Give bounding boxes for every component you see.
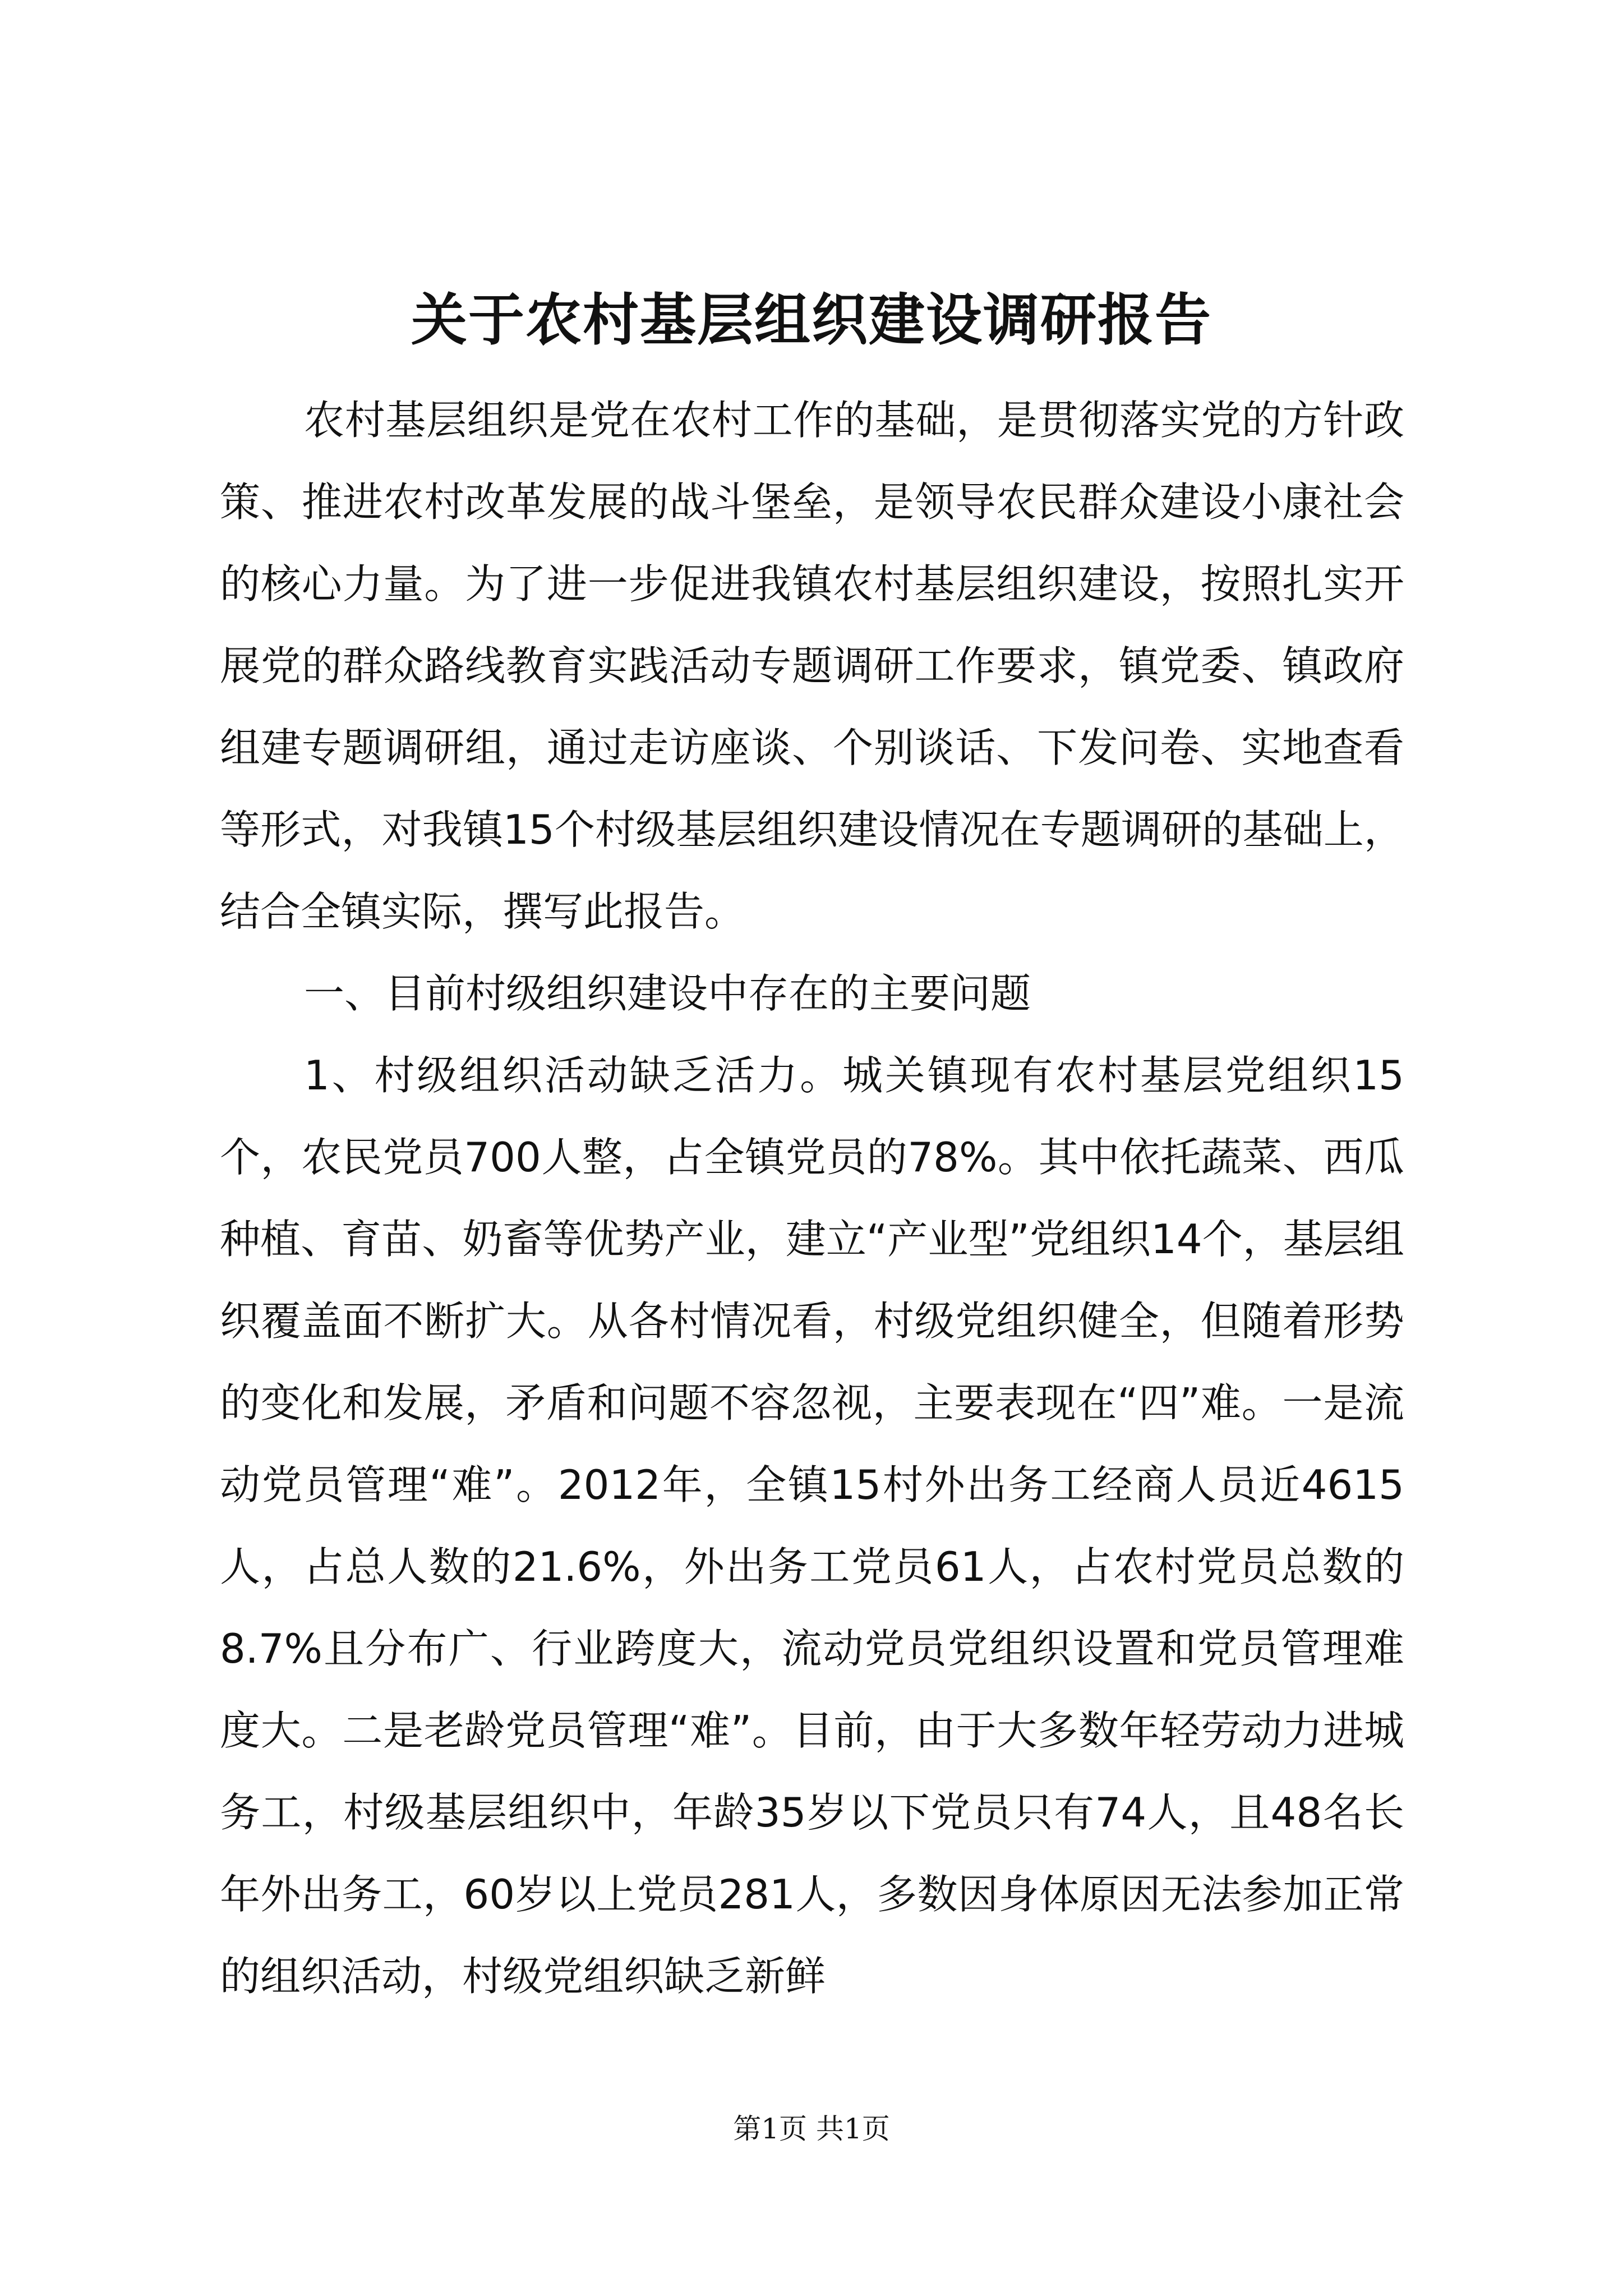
section-heading: 一、目前村级组织建设中存在的主要问题	[304, 970, 1031, 1017]
document-title: 关于农村基层组织建设调研报告	[411, 287, 1212, 353]
document-body	[220, 379, 1404, 2017]
page-footer: 第1页 共1页	[733, 2113, 890, 2145]
intro-paragraph: 农村基层组织是党在农村工作的基础，是贯彻落实党的方针政策、推进农村改革发展的战斗堡垒，是领导农民群众建设小康社会的核心力量。为了进一步促进我镇农村基层组织建设，按照扎实开展党的群众路线教育实践活动专题调研工作要求，镇党委、镇政府组建专题调研组，通过走访座谈、个别谈话、下发问卷、实地查看等形式，对我镇15个村级基层组织建设情况在专题调研的基础上，结合全镇实际，撰写此报告。	[220, 397, 1404, 935]
body-paragraph: 1、村级组织活动缺乏活力。城关镇现有农村基层党组织15个，农民党员700人整，占全镇党员的78%。其中依托蔬菜、西瓜种植、育苗、奶畜等优势产业，建立“产业型”党组织14个，基层组织覆盖面不断扩大。从各村情况看，村级党组织健全，但随着形势的变化和发展，矛盾和问题不容忽视，主要表现在“四”难。一是流动党员管理“难”。2012年，全镇15村外出务工经商人员近4615人，占总人数的21.6%，外出务工党员61人，占农村党员总数的8.7%且分布广、行业跨度大，流动党员党组织设置和党员管理难度大。二是老龄党员管理“难”。目前，由于大多数年轻劳动力进城务工，村级基层组织中，年龄35岁以下党员只有74人，且48名长年外出务工，60岁以上党员281人，多数因身体原因无法参加正常的组织活动，村级党组织缺乏新鲜	[220, 1052, 1404, 2000]
